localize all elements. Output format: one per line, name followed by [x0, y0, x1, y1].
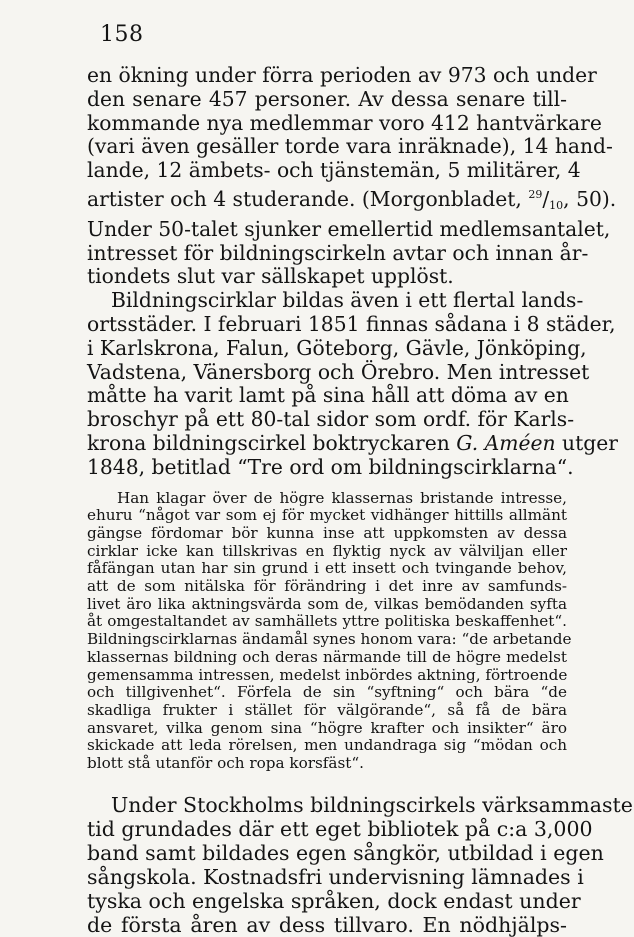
text-line: den senare 457 personer. Av dessa senare till- [87, 86, 567, 111]
text-line: måtte ha varit lamt på sina håll att döma av en [87, 383, 569, 408]
text-line: blott stå utanför och ropa korsfäst“. [87, 754, 364, 773]
text-line: Vadstena, Vänersborg och Örebro. Men intresset [87, 359, 590, 384]
text-span: utger [562, 430, 618, 455]
text-line: i Karlskrona, Falun, Göteborg, Gävle, Jönköping, [87, 335, 587, 360]
text-line: Han klagar över de högre klassernas bristande intresse, [117, 488, 567, 507]
text-line: ehuru “något var som ej för mycket vidhänger hittills allmänt [87, 506, 567, 525]
text-line: gängse fördomar bör kunna inse att uppkomsten av dessa [87, 523, 567, 542]
text-span: krona bildningscirkel boktryckaren [87, 430, 450, 455]
quoted-summary [87, 488, 572, 773]
text-line: klassernas bildning och deras närmande till de högre medelst [87, 647, 567, 666]
text-line: tyska och engelska språken, dock endast under [87, 888, 581, 913]
text-line: 1848, betitlad “Tre ord om bildningscirklarna“. [87, 454, 574, 479]
text-line: skickade att leda rörelsen, men undandraga sig “mödan och [87, 736, 567, 755]
text-line: broschyr på ett 80-tal sidor som ordf. för Karls- [87, 407, 575, 432]
text-line: band samt bildades egen sångkör, utbildad i egen [87, 840, 604, 865]
text-line: tid grundades där ett eget bibliotek på c:a 3,000 [87, 816, 593, 841]
text-line-citation [87, 183, 617, 218]
text-line: tiondets slut var sällskapet upplöst. [87, 264, 454, 289]
text-line-author [87, 430, 618, 456]
text-line: (vari även gesäller torde vara inräknade), 14 hand- [87, 134, 613, 159]
text-line: ortsstäder. I februari 1851 finnas sådana i 8 städer, [87, 311, 616, 336]
citation-slash: / [542, 186, 550, 211]
text-line: Under Stockholms bildningscirkels värksammaste [111, 792, 633, 817]
paragraph-3 [87, 792, 633, 937]
text-line: cirklar icke kan tillskrivas en flyktig nyck av välviljan eller [87, 541, 567, 560]
author-name: Améen [484, 430, 556, 455]
citation-numerator: 29 [528, 187, 543, 201]
text-line: att de som nitälska för förändring i det inre av samfunds- [87, 577, 567, 596]
text-line: gemensamma intressen, medelst inbördes aktning, förtroende [87, 665, 568, 684]
text-line: intresset för bildningscirkeln avtar och innan år- [87, 240, 589, 265]
citation-year: , 50). [563, 186, 617, 211]
text-line: fåfängan utan har sin grund i ett insett och tvingande behov, [87, 559, 567, 578]
text-line: kommande nya medlemmar voro 412 hantvärkare [87, 110, 602, 135]
text-line: Bildningscirklar bildas även i ett flertal lands- [111, 288, 584, 313]
text-line: sångskola. Kostnadsfri undervisning lämnades i [87, 864, 584, 889]
page-body [87, 63, 633, 937]
text-line: en ökning under förra perioden av 973 och under [87, 63, 597, 87]
text-line: lande, 12 ämbets- och tjänstemän, 5 militärer, 4 [87, 158, 581, 183]
text-line: skadliga frukter i stället för välgörande“, så få de bära [87, 700, 567, 719]
text-line: ansvaret, vilka genom sina “högre krafter och insikter“ äro [87, 718, 567, 737]
text-span: artister och 4 studerande. (Morgonbladet, [87, 186, 522, 211]
paragraph-2 [87, 288, 618, 479]
text-line: Bildningscirklarnas ändamål synes honom vara: “de arbetande [87, 630, 572, 649]
text-line: Under 50-talet sjunker emellertid medlemsantalet, [87, 216, 611, 241]
paragraph-1 [87, 63, 617, 289]
text-line: åt omgestaltandet av samhällets yttre politiska beskaffenhet“. [87, 612, 567, 631]
text-line: och tillgivenhet“. Förfela de sin “syftning“ och bära “de [87, 683, 567, 702]
text-line: livet äro lika aktningsvärda som de, vilkas bemödanden syfta [87, 594, 567, 613]
text-line: de första åren av dess tillvaro. En nödhjälps- [87, 912, 567, 937]
citation-denominator: 10 [549, 198, 564, 212]
page-number: 158 [100, 22, 144, 47]
author-initial: G. [456, 430, 479, 455]
